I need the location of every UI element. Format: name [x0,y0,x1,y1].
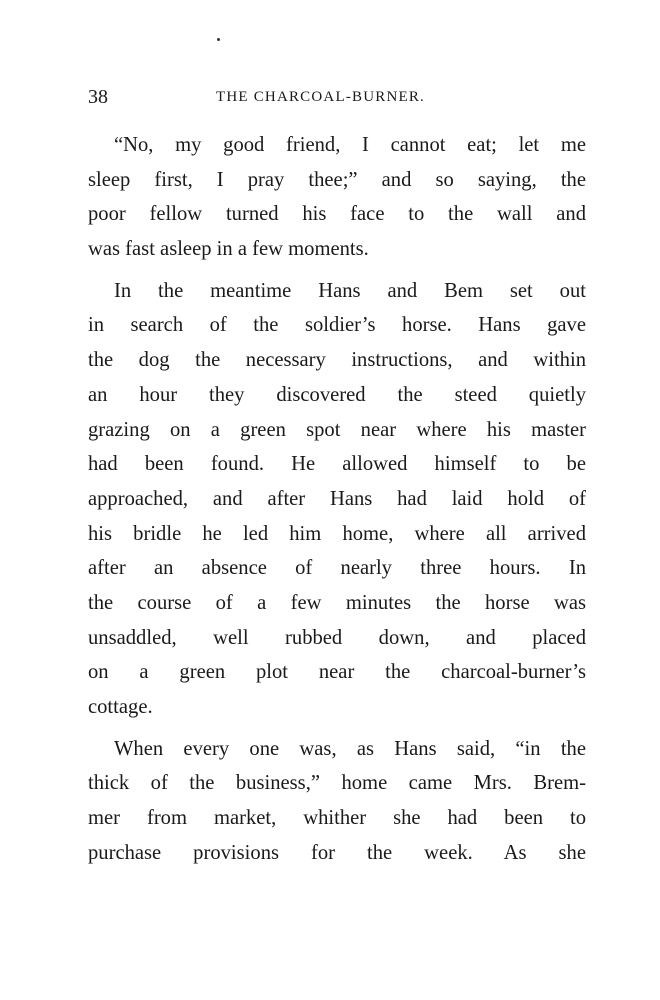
body-text [88,128,586,870]
text-line: after an absence of nearly three hours. In [88,557,586,580]
text-line: poor fellow turned his face to the wall and [88,203,586,226]
print-speck [217,38,220,41]
text-line: approached, and after Hans had laid hold of [88,487,586,510]
paragraph [88,128,586,267]
text-line: thick of the business,” home came Mrs. Brem- [88,772,586,795]
page-number: 38 [88,86,108,108]
text-line: “No, my good friend, I cannot eat; let me [114,134,586,156]
text-line: cottage. [88,696,153,718]
text-line: When every one was, as Hans said, “in the [114,737,586,760]
paragraph [88,274,586,725]
text-line: grazing on a green spot near where his master [88,418,586,441]
text-line: his bridle he led him home, where all arrived [88,522,586,545]
text-line: an hour they discovered the steed quietly [88,383,586,406]
text-line: purchase provisions for the week. As she [88,841,586,864]
text-line: the dog the necessary instructions, and within [88,349,586,372]
text-line: was fast asleep in a few moments. [88,238,369,261]
text-line: in search of the soldier’s horse. Hans gave [88,314,586,337]
text-line: unsaddled, well rubbed down, and placed [88,626,586,649]
text-line: sleep first, I pray thee;” and so saying, the [88,168,586,191]
text-line: on a green plot near the charcoal-burner’s [88,661,586,684]
text-line: mer from market, whither she had been to [88,807,586,830]
text-line: In the meantime Hans and Bem set out [114,279,586,302]
text-line: the course of a few minutes the horse was [88,591,586,614]
paragraph [88,732,586,871]
text-line: had been found. He allowed himself to be [88,453,586,476]
running-title: THE CHARCOAL-BURNER. [216,89,426,105]
page-header [88,86,588,110]
